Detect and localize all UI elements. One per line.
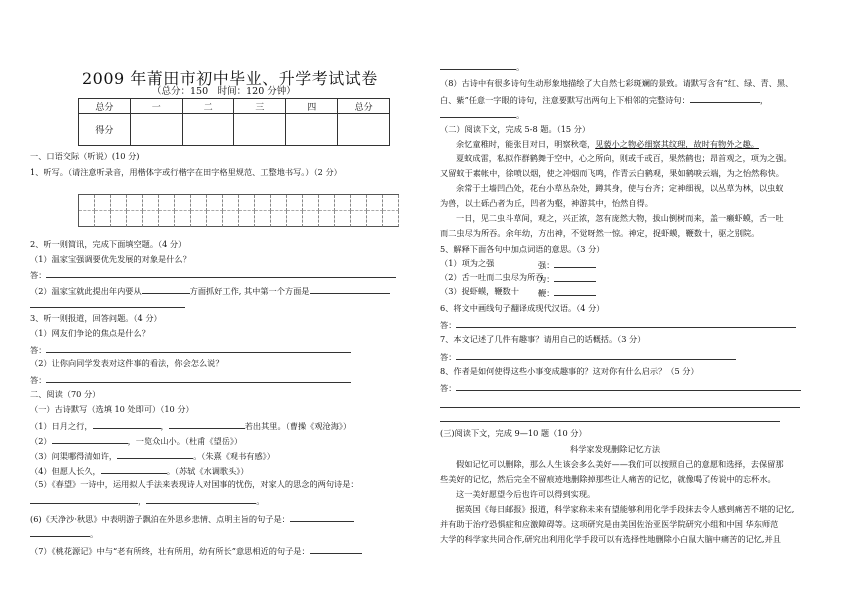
poem-text: (6)《天净沙·秋思》中表明游子飘泊在外思乡悲情、点明主旨的句子是： [30, 514, 290, 524]
question: 3、听一则报道，回答问题。（4 分） [30, 313, 162, 323]
fill-blank[interactable] [146, 494, 256, 504]
fill-blank[interactable] [440, 108, 516, 118]
passage-text: 余忆童稚时，能张目对日，明察秋毫， [456, 139, 596, 149]
poem-line: （8）古诗中有很多诗句生动形象地描绘了大自然七彩斑斓的景致。请默写含有“红、绿、青、黑、 [440, 78, 794, 88]
poem-line: 白、紫”任意一字眼的诗句，注意要默写出两句上下相邻的完整诗句： ， [440, 95, 769, 105]
poem-line [30, 419, 351, 432]
fill-line: ， 。 [30, 494, 264, 507]
fill-blank[interactable] [117, 449, 193, 459]
score-cell[interactable] [130, 114, 182, 146]
poem-text: ， [160, 421, 169, 431]
poem-line [30, 464, 249, 477]
question: 6、将文中画线句子翻译成现代汉语。（4 分） [440, 303, 605, 313]
poem-line [30, 544, 362, 557]
answer-blank[interactable] [46, 343, 351, 353]
fill-line [30, 298, 185, 311]
score-table [78, 98, 390, 146]
page-title: 2009 年莆田市初中毕业、升学考试试卷 [82, 69, 378, 88]
score-cell[interactable] [234, 114, 286, 146]
fill-blank[interactable] [30, 527, 90, 537]
fill-blank[interactable] [142, 284, 190, 294]
define-line [538, 272, 596, 285]
fill-blank[interactable] [52, 434, 128, 444]
page-subtitle: （总分：150 时间：120 分钟） [152, 86, 296, 97]
sub-question: （3）捉虾蟆，鞭数十 [440, 286, 519, 296]
answer-line [30, 268, 396, 281]
fill-blank[interactable] [169, 419, 245, 429]
answer-label: 答： [30, 345, 47, 355]
poem-text: 白、紫”任意一字眼的诗句，注意要默写出两句上下相邻的完整诗句： [440, 95, 690, 105]
answer-blank[interactable] [440, 412, 780, 422]
fill-blank[interactable] [554, 272, 596, 282]
score-cell[interactable] [338, 114, 390, 146]
passage-line: 夏蚊成雷，私拟作群鹤舞于空中，心之所向，则或千或百，果然鹤也；昂首观之，项为之强。 [456, 153, 792, 163]
answer-blank[interactable] [46, 268, 396, 278]
score-header: 三 [234, 99, 286, 114]
answer-blank[interactable] [440, 398, 800, 408]
fill-blank[interactable] [690, 93, 760, 103]
poem-text: 若出其里。（曹操《观沧海》） [244, 421, 352, 431]
fill-blank[interactable] [554, 286, 596, 296]
poem-text: （1）日月之行， [30, 421, 93, 431]
define-label: 为： [538, 274, 555, 284]
define-label: 强： [538, 260, 555, 270]
poem-line [30, 434, 242, 447]
passage-line: 而二虫尽为所吞。余年幼，方出神，不觉呀然一惊。神定，捉虾蟆，鞭数十，驱之别院。 [440, 228, 760, 238]
answer-label: 答： [30, 270, 47, 280]
define-label: 鞭： [538, 288, 555, 298]
fill-blank[interactable] [290, 512, 354, 522]
answer-blank[interactable] [456, 350, 736, 360]
score-header: 一 [130, 99, 182, 114]
fill-blank[interactable] [30, 494, 138, 504]
sub-section-heading: （二）阅读下文，完成 5-8 题。（15 分） [440, 124, 591, 134]
answer-label: 答： [440, 383, 457, 393]
answer-line [30, 343, 351, 356]
sub-question: （1）温家宝强调要优先发展的对象是什么？ [30, 254, 191, 264]
sub-question-text: （2）温家宝就此提出年内要从 [30, 286, 142, 296]
question: 1、听写。（请注意听录音，用楷体字或行楷字在田字格里规范、工整地书写。）（2 分） [30, 167, 342, 177]
poem-text: 。（苏轼《水调歌头》） [166, 466, 249, 476]
sub-section-heading: (三)阅读下文，完成 9—10 题（10 分） [440, 428, 587, 438]
answer-line [440, 318, 796, 331]
poem-text: （4）但愿人长久， [30, 466, 101, 476]
answer-label: 答： [30, 375, 47, 385]
fill-blank[interactable] [554, 258, 596, 268]
article-line: 大学的科学家共同合作,研究出利用化学手段可以有选择性地删除小白鼠大脑中痛苦的记忆,并且 [440, 534, 781, 544]
article-line: 并有助于治疗恐惧症和应激障碍等。这项研究是由美国佐治亚医学院研究小组和中国 华东师范 [440, 519, 779, 529]
score-cell[interactable] [286, 114, 338, 146]
underlined-sentence: 见藐小之物必细察其纹理，故时有物外之趣。 [595, 139, 759, 149]
answer-label: 答： [440, 320, 457, 330]
answer-blank[interactable] [46, 373, 351, 383]
passage-line: 为兽，以土砾凸者为丘，凹者为壑，神游其中，怡然自得。 [440, 198, 653, 208]
passage-line: 一日，见二虫斗草间，观之，兴正浓，忽有庞然大物，拔山倒树而来，盖一癞虾蟆，舌一吐 [456, 213, 784, 223]
section-heading: 二、阅读（70 分） [30, 389, 101, 399]
fill-blank[interactable] [440, 60, 516, 70]
sub-question-text: 方面抓好工作, 其中第一个方面是 [189, 286, 310, 296]
poem-text: ，一览众山小。（杜甫《望岳》） [127, 436, 243, 446]
article-line: 些美好的记忆，然后完全不留痕迹地删除掉那些让人痛苦的记忆，就像喝了传说中的忘杯水。 [440, 474, 776, 484]
fill-line: 。 [30, 527, 98, 540]
answer-line [440, 381, 801, 394]
fill-line: 。 [440, 108, 524, 121]
score-row-label: 得分 [79, 114, 131, 146]
poem-text: （3）问渠哪得清如许， [30, 451, 118, 461]
score-header: 总分 [338, 99, 390, 114]
poem-line [30, 449, 275, 462]
sub-section-heading: （一）古诗默写（选填 10 处即可）（10 分） [30, 404, 194, 414]
sub-question: （2）舌一吐而二虫尽为所吞 [440, 272, 544, 282]
question: 2、听一则简讯，完成下面填空题。（4 分） [30, 239, 187, 249]
poem-text: （2） [30, 436, 52, 446]
poem-line [30, 512, 354, 525]
dictation-grid[interactable] [78, 194, 399, 227]
define-line [538, 286, 596, 299]
fill-blank[interactable] [30, 298, 185, 308]
fill-blank[interactable] [310, 544, 362, 554]
answer-line [440, 350, 736, 363]
sub-question [30, 284, 390, 297]
sub-question: （1）项为之强 [440, 258, 495, 268]
score-header: 四 [286, 99, 338, 114]
article-line: 假如记忆可以删除，那么人生该会多么美好——我们可以按照自己的意愿和选择，去保留那 [456, 459, 784, 469]
question: 8、作者是如何使得这些小事变成趣事的？这对你有什么启示？（5 分） [440, 366, 699, 376]
sub-question: （2）让你向同学发表对这件事的看法，你会怎么说？ [30, 358, 224, 368]
passage-line: 又留蚊于素帐中，徐喷以烟，使之冲烟而飞鸣，作青云白鹤观，果如鹤唳云端，为之怡然称快。 [440, 168, 784, 178]
article-line: 这一美好愿望今后也许可以得到实现。 [456, 489, 596, 499]
fill-blank[interactable] [101, 464, 167, 474]
sub-question: （1）网友们争论的焦点是什么？ [30, 328, 150, 338]
score-header: 二 [182, 99, 234, 114]
answer-line [440, 398, 800, 411]
answer-line [30, 373, 351, 386]
section-heading: 一、口语交际（听说）(10 分) [30, 151, 140, 161]
answer-blank[interactable] [456, 318, 796, 328]
score-header: 总分 [79, 99, 131, 114]
fill-line: 。 [440, 60, 524, 73]
poem-line: （5）《春望》一诗中，运用拟人手法来表现诗人对国事的忧伤，对家人的思念的两句诗是： [30, 479, 359, 489]
fill-blank[interactable] [93, 419, 161, 429]
passage-line: 余常于土墙凹凸处，花台小草丛杂处，蹲其身，使与台齐；定神细视，以丛草为林，以虫蚁 [456, 183, 784, 193]
define-line [538, 258, 596, 271]
poem-text: （7）《桃花源记》中与“老有所终，壮有所用，幼有所长”意思相近的句子是： [30, 546, 310, 556]
answer-blank[interactable] [456, 381, 801, 391]
passage-line [456, 139, 759, 150]
score-cell[interactable] [182, 114, 234, 146]
article-line: 据英国《每日邮报》报道，科学家称未来有望能够利用化学手段抹去令人感到痛苦不堪的记忆, [456, 504, 795, 514]
question: 7、本文记述了几件有趣事？请用自己的话概括。（3 分） [440, 334, 646, 344]
question: 5、解释下面各句中加点词语的意思。（3 分） [440, 244, 605, 254]
answer-line [440, 412, 780, 425]
answer-label: 答： [440, 352, 457, 362]
poem-text: 。（朱熹《观书有感》） [193, 451, 275, 461]
fill-blank[interactable] [310, 284, 390, 294]
article-title: 科学家发现删除记忆方法 [570, 444, 661, 454]
